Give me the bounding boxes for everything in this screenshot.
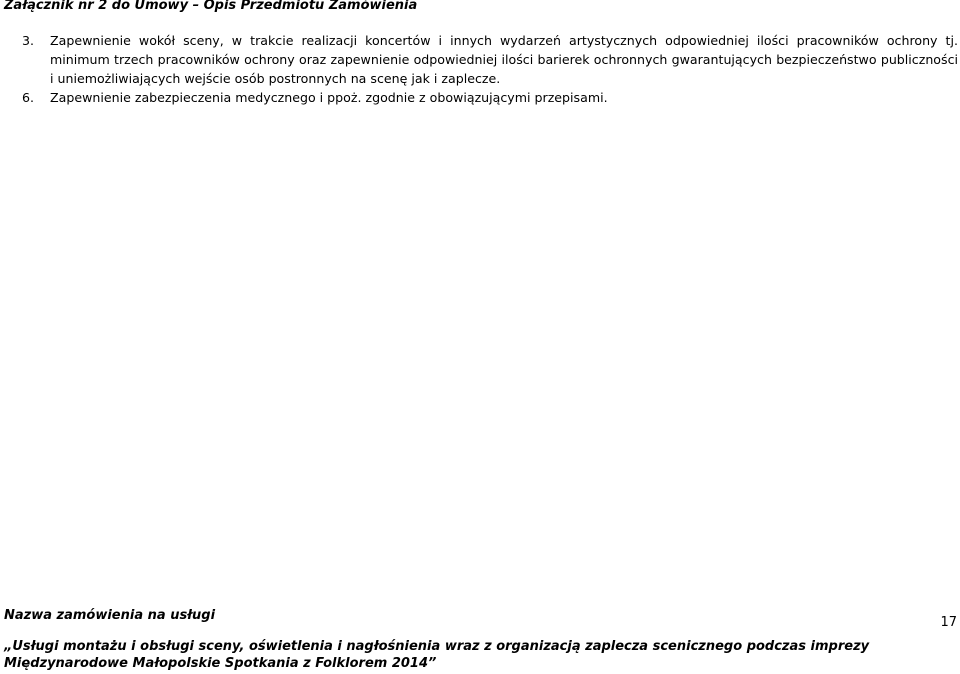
- list-item-number: 6.: [22, 90, 35, 105]
- footer-label: Nazwa zamówienia na usługi: [4, 608, 216, 623]
- requirements-list: [22, 31, 958, 107]
- list-item: [22, 88, 958, 107]
- list-item-number: 3.: [22, 33, 35, 48]
- list-item-text: Zapewnienie wokół sceny, w trakcie realizacji koncertów i innych wydarzeń artystycznych odpowiedniej ilości pracowników ochrony tj. minimum trzech pracowników ochrony oraz zapewnienie odpowiedniej ilości barierek ochronnych gwarantujących bezpieczeństwo publiczności i uniemożliwiających wejście osób postronnych na scenę jak i zaplecze.: [50, 33, 958, 86]
- list-item-text: Zapewnienie zabezpieczenia medycznego i ppoż. zgodnie z obowiązującymi przepisami.: [50, 90, 608, 105]
- list-item: [22, 31, 958, 88]
- document-header-title: Załącznik nr 2 do Umowy – Opis Przedmiotu Zamówienia: [4, 0, 418, 13]
- footer-contract-title: „Usługi montażu i obsługi sceny, oświetlenia i nagłośnienia wraz z organizacją zaplecza scenicznego podczas imprezy Międzynarodowe Małopolskie Spotkania z Folklorem 2014”: [4, 639, 870, 671]
- page-number: 17: [940, 615, 957, 630]
